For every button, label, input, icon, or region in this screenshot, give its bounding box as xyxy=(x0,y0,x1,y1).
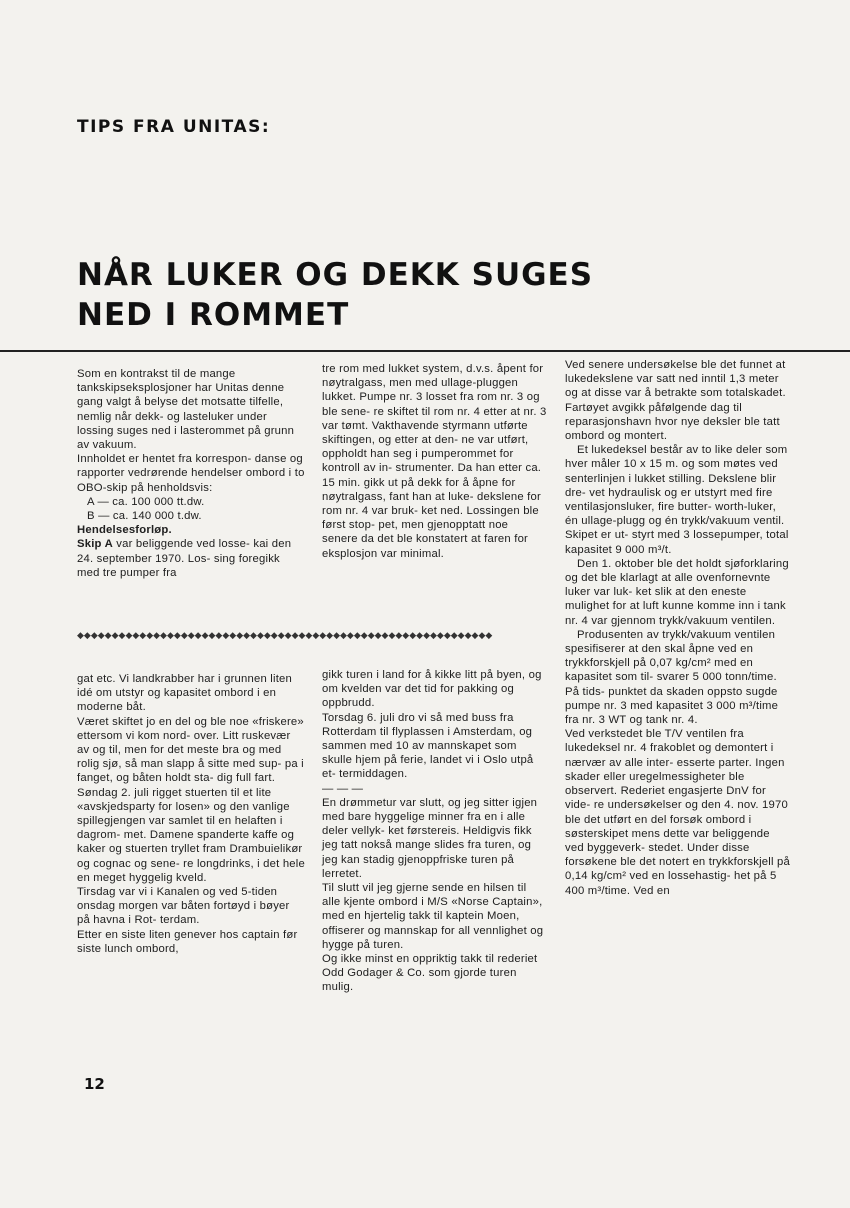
section-separator: — — — xyxy=(322,782,364,795)
paragraph: Produsenten av trykk/vakuum ventilen spesifiserer at den skal åpne ved en trykkforskjell på 0,07 kg/cm² med en kapasitet som til- svarer 5 000 tonn/time. På tids- punktet da skaden oppsto sugde pumpe nr. 3 med kapasitet 3 000 m³/time fra nr. 3 WT og tank nr. 4. xyxy=(565,628,779,727)
paragraph: gat etc. Vi landkrabber har i grunnen liten idé om utstyr og kapasitet ombord i en moderne båt. xyxy=(77,673,293,714)
page-number: 12 xyxy=(84,1075,105,1093)
paragraph: tre rom med lukket system, d.v.s. åpent for nøytralgass, men med ullage-pluggen lukket. Pumpe nr. 3 losset fra rom nr. 3 og ble sene- re skiftet til rom nr. 4 etter at nr. 3 var tømt. Vakthavende styrmann utførte skiftingen, og etter at den- ne var utført, oppholdt han seg i pumperommet for kontroll av in- strumenter. Da han etter ca. 15 min. gikk ut på dekk for å åpne for nøytralgass, fant han at luke- dekslene for rom nr. 4 var bruk- ket ned. Lossingen ble først stop- pet, men gjenopptatt noe senere da det ble konstatert at faren for eksplosjon var minimal. xyxy=(322,363,547,560)
story-column-1 xyxy=(77,672,305,956)
paragraph xyxy=(77,537,305,580)
paragraph: Etter en siste liten genever hos captain før siste lunch ombord, xyxy=(77,928,298,955)
article-column-2 xyxy=(322,362,547,561)
ornamental-divider: ◆◆◆◆◆◆◆◆◆◆◆◆◆◆◆◆◆◆◆◆◆◆◆◆◆◆◆◆◆◆◆◆◆◆◆◆◆◆◆◆◆◆◆◆◆◆◆◆◆◆◆◆◆◆◆◆◆◆◆◆ xyxy=(77,630,493,640)
paragraph: Været skiftet jo en del og ble noe «friskere» ettersom vi kom nord- over. Litt ruskevær av og til, men for det meste bra og med rolig sjø, så man slapp å sitte med sup- pa i fanget, og båten holdt sta- dig full fart. xyxy=(77,715,304,785)
paragraph: Som en kontrakst til de mange tankskipseksplosjoner har Unitas denne gang valgt å belyse det motsatte tilfelle, nemlig når dekk- og lasteluker under lossing suges ned i lasterommet på grunn av vakuum. xyxy=(77,368,295,452)
paragraph: Den 1. oktober ble det holdt sjøforklaring og det ble klarlagt at alle ovenfornevnte luker var luk- ket slik at den eneste mulighet for at luft kunne komme inn i tank nr. 4 var gjennom trykk/vakuum ventilen. xyxy=(565,557,789,627)
ship-spec-b: B — ca. 140 000 t.dw. xyxy=(87,510,202,523)
article-column-3 xyxy=(565,358,790,898)
headline-line-2: NED I ROMMET xyxy=(77,297,350,333)
paragraph: gikk turen i land for å kikke litt på byen, og om kvelden var det tid for pakking og oppbrudd. xyxy=(322,669,542,710)
section-kicker: TIPS FRA UNITAS: xyxy=(77,117,271,137)
paragraph: Søndag 2. juli rigget stuerten til et lite «avskjedsparty for losen» og den vanlige spillegjengen var samlet til en helaften i dagrom- met. Damene spanderte kaffe og kaker og stuerten tryllet fram Drambuielikør og cognac og sene- re longdrinks, i det hele en meget hyggelig kveld. xyxy=(77,786,305,884)
paragraph: Innholdet er hentet fra korrespon- danse og rapporter vedrørende hendelser ombord i to OBO-skip på henholdsvis: xyxy=(77,453,305,494)
paragraph: Til slutt vil jeg gjerne sende en hilsen til alle kjente ombord i M/S «Norse Captain», med en hjertelig takk til kaptein Moen, offiserer og mannskap for all vennlighet og hygge på turen. xyxy=(322,882,544,951)
headline-rule xyxy=(0,350,850,352)
paragraph: En drømmetur var slutt, og jeg sitter igjen med bare hyggelige minner fra en i alle deler vellyk- ket førstereis. Heldigvis fikk jeg tatt nokså mange slides fra turen, og jeg kan stadig gjenoppfriske turen på lerretet. xyxy=(322,796,538,880)
ship-spec-a: A — ca. 100 000 tt.dw. xyxy=(87,495,205,508)
paragraph: Tirsdag var vi i Kanalen og ved 5-tiden onsdag morgen var båten fortøyd i bøyer på havna i Rot- terdam. xyxy=(77,886,290,927)
article-headline xyxy=(77,255,777,335)
headline-line-1: NÅR LUKER OG DEKK SUGES xyxy=(77,257,594,293)
paragraph: Ved senere undersøkelse ble det funnet at lukedekslene var satt ned inntil 1,3 meter og at disse var å betrakte som totalskadet. Fartøyet avgikk påfølgende dag til reparasjonshavn hvor nye deksler ble tatt ombord og montert. xyxy=(565,359,786,443)
article-column-1 xyxy=(77,367,305,580)
paragraph: Torsdag 6. juli dro vi så med buss fra Rotterdam til flyplassen i Amsterdam, og sammen med 10 av mannskapet som skulle hjem på ferie, landet vi i Oslo utpå et- termiddagen. xyxy=(322,711,534,781)
paragraph-text: var beliggende ved losse- kai den 24. september 1970. Los- sing foregikk med tre pumper fra xyxy=(77,538,292,579)
paragraph: Og ikke minst en oppriktig takk til rederiet Odd Godager & Co. som gjorde turen mulig. xyxy=(322,953,538,994)
paragraph: Ved verkstedet ble T/V ventilen fra lukedeksel nr. 4 frakoblet og demontert i nærvær av alle inter- esserte parter. Ingen skader eller uregelmessigheter ble observert. Rederiet engasjerte DnV for vide- re undersøkelser og den 4. nov. 1970 ble det utført en del forsøk ombord i søsterskipet mens dette var beliggende ved byggeverk- stedet. Under disse forsøkene ble det notert en trykkforskjell på 0,14 kg/cm² ved en lossehastig- het på 5 400 m³/time. Ved en xyxy=(565,728,790,897)
subheading: Hendelsesforløp. xyxy=(77,524,172,537)
ship-label: Skip A xyxy=(77,538,113,551)
paragraph: Et lukedeksel består av to like deler som hver måler 10 x 15 m. og som møtes ved senterlinjen i lukket stilling. Dekslene blir dre- vet hydraulisk og er utstyrt med fire ventilasjonsluker, fire butter- worth-luker, én ullage-plugg og én trykk/vakuum ventil. Skipet er ut- styrt med 3 lossepumper, total kapasitet 9 000 m³/t. xyxy=(565,444,789,556)
story-column-2 xyxy=(322,668,547,995)
